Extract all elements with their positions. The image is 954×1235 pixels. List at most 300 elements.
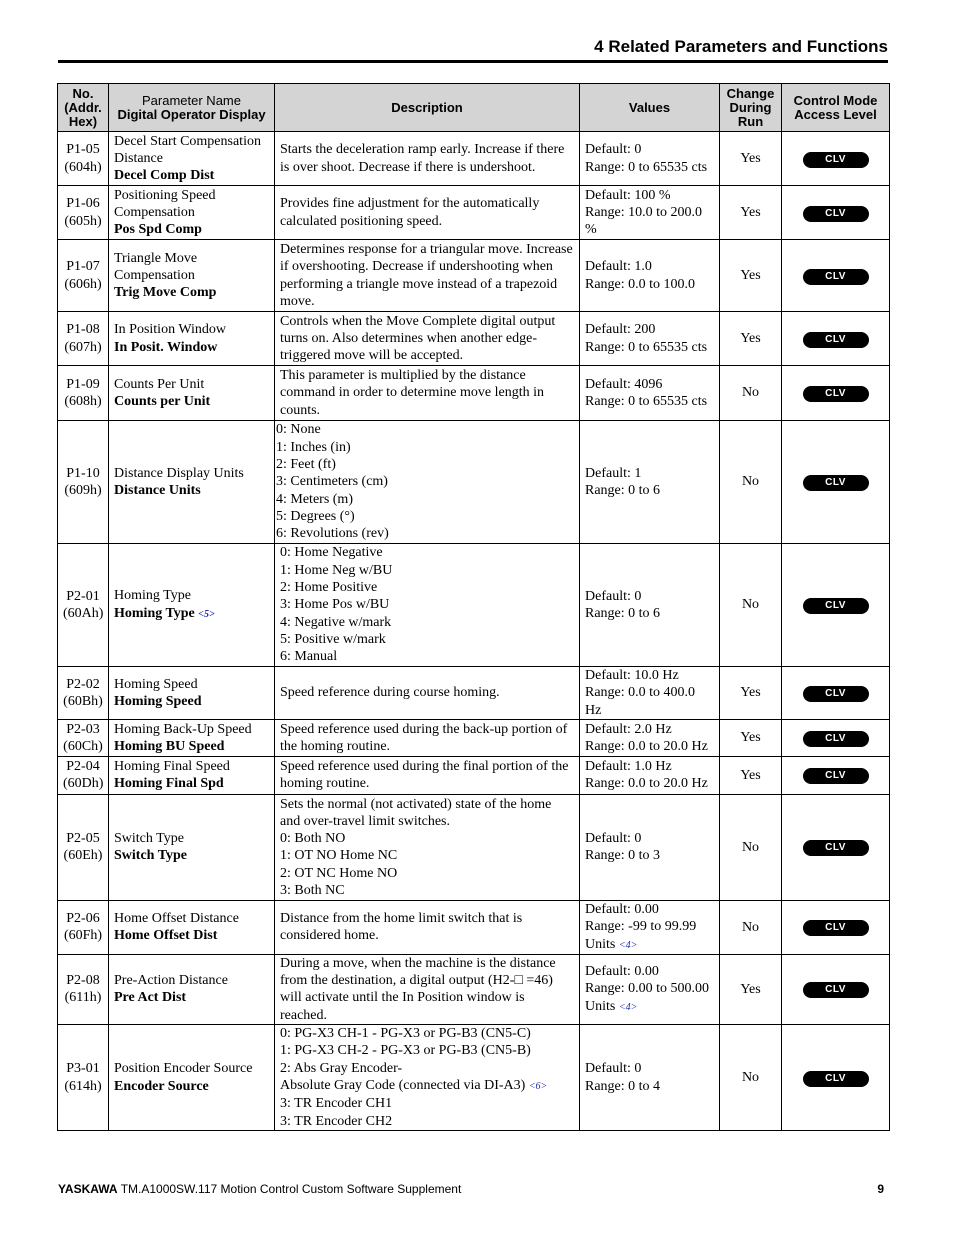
col-header-name-bottom: Digital Operator Display <box>117 106 266 122</box>
param-description-cell <box>275 719 580 756</box>
param-name-line: Home Offset Distance <box>114 911 239 927</box>
param-address: (608h) <box>64 394 102 409</box>
description-line <box>280 1060 574 1077</box>
change-during-run-cell: Yes <box>720 312 782 366</box>
value-line <box>585 775 714 792</box>
description-text: 1: PG-X3 CH-2 - PG-X3 or PG-B3 (CN5-B) <box>280 1043 531 1059</box>
description-line <box>276 456 574 473</box>
param-number: P1-05 <box>66 142 100 158</box>
operator-display <box>114 393 269 410</box>
table-row <box>58 421 890 544</box>
operator-display-text: Homing Type <box>114 605 195 621</box>
description-text: Absolute Gray Code (connected via DI-A3) <box>280 1078 526 1094</box>
description-text: 5: Degrees (°) <box>276 508 355 524</box>
footer-brand: YASKAWA <box>58 1182 118 1196</box>
param-number-cell <box>58 1025 109 1131</box>
param-name-line: Homing Speed <box>114 676 198 692</box>
value-line <box>585 376 714 393</box>
param-number-cell <box>58 667 109 720</box>
clv-badge: CLV <box>803 269 869 285</box>
description-line <box>280 684 574 701</box>
description-text: 4: Meters (m) <box>276 491 353 507</box>
parameter-table <box>57 83 890 1131</box>
description-line <box>276 525 574 542</box>
param-address: (60Ah) <box>63 606 104 621</box>
change-during-run-cell: Yes <box>720 954 782 1024</box>
footnote-ref-link[interactable]: <4> <box>618 939 638 951</box>
param-name-cell <box>109 756 275 794</box>
value-text: Range: 0 to 65535 cts <box>585 339 708 355</box>
description-line <box>280 1042 574 1059</box>
value-line <box>585 276 714 293</box>
col-header-control-line: Control Mode <box>793 92 878 108</box>
description-line <box>280 313 574 365</box>
description-text: This parameter is multiplied by the distance command in order to determine move length in counts. <box>280 368 544 418</box>
param-address: (611h) <box>64 990 102 1006</box>
param-name-line: Position Encoder Source <box>114 1061 253 1077</box>
operator-display-text: Pre Act Dist <box>114 990 187 1006</box>
description-line <box>280 1095 574 1112</box>
value-text: Default: 0.00 <box>585 964 659 980</box>
control-mode-cell <box>782 794 890 900</box>
change-during-run-cell: Yes <box>720 719 782 756</box>
param-values-cell <box>580 312 720 366</box>
param-description-cell <box>275 240 580 312</box>
control-mode-cell <box>782 667 890 720</box>
operator-display-text: In Posit. Window <box>114 339 218 355</box>
table-row <box>58 312 890 366</box>
change-during-run-cell: Yes <box>720 240 782 312</box>
param-values-cell <box>580 954 720 1024</box>
param-number-cell <box>58 186 109 240</box>
operator-display <box>114 693 269 710</box>
description-text: Speed reference used during the back-up portion of the homing routine. <box>280 721 568 754</box>
description-text: Speed reference used during the final portion of the homing routine. <box>280 759 569 792</box>
description-text: 3: TR Encoder CH1 <box>280 1096 393 1112</box>
description-text: 0: Both NO <box>280 831 346 847</box>
col-header-change <box>720 84 782 132</box>
operator-display <box>114 482 269 499</box>
col-header-description: Description <box>275 84 580 132</box>
param-number: P2-06 <box>66 911 100 927</box>
table-row <box>58 667 890 720</box>
param-description-cell <box>275 186 580 240</box>
clv-badge: CLV <box>803 1071 869 1087</box>
value-line <box>585 339 714 356</box>
description-text: 5: Positive w/mark <box>280 631 386 647</box>
param-values-cell <box>580 900 720 954</box>
param-name-cell <box>109 667 275 720</box>
description-text: 1: Inches (in) <box>276 439 351 455</box>
description-line <box>280 579 574 596</box>
value-line <box>585 936 714 954</box>
param-values-cell <box>580 719 720 756</box>
value-text: Default: 2.0 Hz <box>585 721 672 737</box>
change-during-run-cell: No <box>720 1025 782 1131</box>
value-text: Range: 0.0 to 20.0 Hz <box>585 776 708 792</box>
change-during-run-cell: Yes <box>720 667 782 720</box>
value-line <box>585 918 714 935</box>
param-name-line: Counts Per Unit <box>114 376 205 392</box>
description-line <box>280 910 574 945</box>
operator-display-text: Pos Spd Comp <box>114 222 202 238</box>
control-mode-cell <box>782 186 890 240</box>
param-description-cell <box>275 756 580 794</box>
table-row <box>58 1025 890 1131</box>
param-address: (614h) <box>64 1078 102 1094</box>
value-text: Range: -99 to 99.99 <box>585 919 697 935</box>
value-text: Range: 0 to 3 <box>585 848 661 864</box>
operator-display-text: Encoder Source <box>114 1078 209 1094</box>
param-address: (607h) <box>64 339 102 355</box>
clv-badge: CLV <box>803 920 869 936</box>
param-description-cell <box>275 1025 580 1131</box>
change-during-run-cell: No <box>720 794 782 900</box>
param-number-cell <box>58 794 109 900</box>
description-line <box>280 865 574 882</box>
table-header-row <box>58 84 890 132</box>
clv-badge: CLV <box>803 731 869 747</box>
description-text: Determines response for a triangular move. Increase if overshooting. Decrease if undershooting when performing a triangle move instead of a trapezoid move. <box>280 241 573 309</box>
param-name-line: Homing Final Speed <box>114 759 230 775</box>
col-header-control-mode <box>782 84 890 132</box>
col-header-no-line: Hex) <box>68 113 98 129</box>
table-row <box>58 240 890 312</box>
param-address: (60Eh) <box>63 848 103 864</box>
table-row <box>58 132 890 186</box>
param-number-cell <box>58 954 109 1024</box>
clv-badge: CLV <box>803 982 869 998</box>
param-number-cell <box>58 544 109 667</box>
operator-display-text: Homing Final Spd <box>114 776 224 792</box>
value-text: Default: 0 <box>585 831 642 847</box>
value-text: Default: 0 <box>585 588 642 604</box>
control-mode-cell <box>782 312 890 366</box>
param-number: P1-10 <box>66 465 100 481</box>
operator-display-text: Homing BU Speed <box>114 738 225 754</box>
col-header-change-line: Run <box>737 113 764 129</box>
param-description-cell <box>275 667 580 720</box>
value-text: Default: 0 <box>585 1061 642 1077</box>
param-name-line: Compensation <box>114 204 195 220</box>
description-line <box>280 721 574 756</box>
param-name-cell <box>109 240 275 312</box>
description-text: 4: Negative w/mark <box>280 614 392 630</box>
param-number: P1-09 <box>66 376 100 392</box>
change-during-run-cell: Yes <box>720 186 782 240</box>
param-address: (606h) <box>64 276 102 292</box>
value-line <box>585 847 714 864</box>
value-text: Range: 10.0 to 200.0 % <box>585 204 703 238</box>
col-header-values: Values <box>580 84 720 132</box>
col-header-no-line: (Addr. <box>64 99 102 115</box>
param-name-cell <box>109 544 275 667</box>
value-text: Default: 4096 <box>585 376 663 392</box>
description-line <box>280 648 574 665</box>
clv-badge: CLV <box>803 332 869 348</box>
value-line <box>585 187 714 204</box>
clv-badge: CLV <box>803 475 869 491</box>
param-name-cell <box>109 366 275 421</box>
value-text: Range: 0 to 65535 cts <box>585 394 708 409</box>
param-number-cell <box>58 312 109 366</box>
description-text: 2: Feet (ft) <box>276 457 336 473</box>
operator-display-text: Trig Move Comp <box>114 285 217 301</box>
value-line <box>585 998 714 1016</box>
description-text: 1: OT NO Home NC <box>280 848 398 864</box>
param-values-cell <box>580 756 720 794</box>
param-name-line: Distance Display Units <box>114 465 244 481</box>
param-description-cell <box>275 366 580 421</box>
param-number: P1-07 <box>66 259 100 275</box>
value-line <box>585 1060 714 1077</box>
operator-display-text: Decel Comp Dist <box>114 168 215 184</box>
value-line <box>585 482 714 499</box>
change-during-run-cell: Yes <box>720 132 782 186</box>
param-number-cell <box>58 756 109 794</box>
clv-badge: CLV <box>803 598 869 614</box>
param-number-cell <box>58 240 109 312</box>
value-line <box>585 141 714 158</box>
description-text: 6: Manual <box>280 649 338 665</box>
description-line <box>276 473 574 490</box>
param-values-cell <box>580 186 720 240</box>
description-line <box>280 631 574 648</box>
param-name-line: Positioning Speed <box>114 187 216 203</box>
col-header-control-line: Access Level <box>794 106 877 122</box>
value-line <box>585 684 714 719</box>
description-line <box>280 195 574 230</box>
description-text: 3: Centimeters (cm) <box>276 474 388 490</box>
footnote-ref-link[interactable]: <5> <box>198 608 215 620</box>
control-mode-cell <box>782 719 890 756</box>
control-mode-cell <box>782 1025 890 1131</box>
param-description-cell <box>275 954 580 1024</box>
value-line <box>585 605 714 622</box>
param-values-cell <box>580 132 720 186</box>
change-during-run-cell: No <box>720 544 782 667</box>
param-description-cell <box>275 421 580 544</box>
control-mode-cell <box>782 544 890 667</box>
description-line <box>276 439 574 456</box>
param-number-cell <box>58 366 109 421</box>
operator-display-text: Counts per Unit <box>114 394 211 409</box>
value-text: Default: 10.0 Hz <box>585 668 679 683</box>
param-values-cell <box>580 240 720 312</box>
param-number: P1-08 <box>66 322 100 338</box>
value-text: Default: 100 % <box>585 187 671 203</box>
param-name-cell <box>109 132 275 186</box>
operator-display-text: Homing Speed <box>114 693 202 709</box>
value-line <box>585 258 714 275</box>
description-text: 6: Revolutions (rev) <box>276 526 389 542</box>
description-text: 2: Home Positive <box>280 580 378 596</box>
description-line <box>280 367 574 419</box>
value-text: Default: 0.00 <box>585 901 659 917</box>
value-line <box>585 738 714 755</box>
description-text: Sets the normal (not activated) state of the home and over-travel limit switches. <box>280 796 552 829</box>
value-text: Range: 0.00 to 500.00 <box>585 981 710 997</box>
col-header-name <box>109 84 275 132</box>
operator-display <box>114 847 269 864</box>
param-name-line: Pre-Action Distance <box>114 973 228 989</box>
param-description-cell <box>275 544 580 667</box>
param-number-cell <box>58 719 109 756</box>
operator-display-text: Home Offset Dist <box>114 928 218 944</box>
value-line <box>585 901 714 918</box>
description-text: 3: Home Pos w/BU <box>280 597 390 613</box>
param-name-line: Triangle Move <box>114 250 198 266</box>
description-line <box>280 882 574 899</box>
description-text: Starts the deceleration ramp early. Increase if there is over shoot. Decrease if there is undershoot. <box>280 142 565 175</box>
description-line <box>276 421 574 438</box>
value-line <box>585 667 714 684</box>
param-number: P3-01 <box>66 1061 100 1077</box>
param-number-cell <box>58 900 109 954</box>
control-mode-cell <box>782 756 890 794</box>
value-text: Default: 200 <box>585 322 656 338</box>
param-name-cell <box>109 1025 275 1131</box>
value-line <box>585 721 714 738</box>
value-line <box>585 321 714 338</box>
table-row <box>58 366 890 421</box>
clv-badge: CLV <box>803 152 869 168</box>
table-row <box>58 719 890 756</box>
page-title: 4 Related Parameters and Functions <box>594 37 888 56</box>
col-header-no <box>58 84 109 132</box>
param-address: (60Ch) <box>63 738 103 754</box>
param-description-cell <box>275 312 580 366</box>
param-address: (609h) <box>64 483 102 498</box>
control-mode-cell <box>782 421 890 544</box>
description-line <box>280 1025 574 1042</box>
param-number-cell <box>58 132 109 186</box>
value-text: Range: 0.0 to 20.0 Hz <box>585 738 708 754</box>
description-line <box>276 508 574 525</box>
param-number: P2-02 <box>66 676 100 692</box>
param-number: P2-08 <box>66 973 100 989</box>
col-header-no-line: No. <box>72 85 94 101</box>
control-mode-cell <box>782 132 890 186</box>
description-line <box>280 796 574 831</box>
param-description-cell <box>275 794 580 900</box>
description-text: Speed reference during course homing. <box>280 685 500 701</box>
description-text: 0: PG-X3 CH-1 - PG-X3 or PG-B3 (CN5-C) <box>280 1026 531 1042</box>
operator-display <box>114 927 269 944</box>
description-text: Controls when the Move Complete digital output turns on. Also determines when another edge-triggered move will be accepted. <box>280 313 556 364</box>
value-text: Range: 0.0 to 100.0 <box>585 276 696 292</box>
clv-badge: CLV <box>803 206 869 222</box>
param-name-cell <box>109 186 275 240</box>
param-values-cell <box>580 667 720 720</box>
param-name-cell <box>109 954 275 1024</box>
description-text: 2: Abs Gray Encoder- <box>280 1060 403 1076</box>
value-line <box>585 980 714 997</box>
param-number-cell <box>58 421 109 544</box>
param-name-line: Homing Back-Up Speed <box>114 721 252 737</box>
value-text: Range: 0 to 4 <box>585 1078 661 1094</box>
clv-badge: CLV <box>803 686 869 702</box>
value-text: Range: 0 to 6 <box>585 606 661 621</box>
description-line <box>280 241 574 310</box>
param-number: P2-01 <box>66 588 100 604</box>
param-values-cell <box>580 794 720 900</box>
page-footer <box>58 1182 884 1198</box>
param-address: (60Dh) <box>63 776 104 792</box>
value-line <box>585 830 714 847</box>
value-line <box>585 588 714 605</box>
description-text: 2: OT NC Home NO <box>280 865 398 881</box>
change-during-run-cell: No <box>720 366 782 421</box>
operator-display <box>114 221 269 238</box>
change-during-run-cell: No <box>720 900 782 954</box>
footnote-ref-link[interactable]: <6> <box>528 1081 548 1093</box>
description-line <box>280 1077 574 1095</box>
change-during-run-cell: No <box>720 421 782 544</box>
param-description-cell <box>275 132 580 186</box>
operator-display-text: Switch Type <box>114 848 187 864</box>
operator-display <box>114 284 269 301</box>
description-line <box>280 830 574 847</box>
footnote-ref-link[interactable]: <4> <box>618 1001 638 1013</box>
param-values-cell <box>580 1025 720 1131</box>
page-header <box>58 36 888 63</box>
description-line <box>280 758 574 793</box>
control-mode-cell <box>782 954 890 1024</box>
table-row <box>58 794 890 900</box>
table-row <box>58 756 890 794</box>
operator-display <box>114 339 269 356</box>
value-text: Range: 0 to 6 <box>585 483 661 498</box>
param-name-cell <box>109 312 275 366</box>
param-name-line: Compensation <box>114 267 195 283</box>
description-text: 0: Home Negative <box>280 545 383 561</box>
description-text: During a move, when the machine is the distance from the destination, a digital output (H2-□ =46) will activate until the In Position window is reached. <box>280 955 556 1023</box>
clv-badge: CLV <box>803 768 869 784</box>
description-text: 3: TR Encoder CH2 <box>280 1113 393 1129</box>
value-text: Default: 1 <box>585 465 642 481</box>
description-line <box>280 596 574 613</box>
param-values-cell <box>580 421 720 544</box>
value-text: Default: 0 <box>585 142 642 158</box>
value-text: Default: 1.0 Hz <box>585 759 672 775</box>
operator-display <box>114 738 269 755</box>
description-text: 1: Home Neg w/BU <box>280 562 393 578</box>
value-text: Range: 0 to 65535 cts <box>585 159 708 175</box>
param-description-cell <box>275 900 580 954</box>
param-number: P1-06 <box>66 196 100 212</box>
table-row <box>58 900 890 954</box>
param-address: (604h) <box>64 159 102 175</box>
change-during-run-cell: Yes <box>720 756 782 794</box>
param-address: (605h) <box>64 213 102 229</box>
operator-display-text: Distance Units <box>114 483 201 498</box>
param-name-line: Switch Type <box>114 831 184 847</box>
operator-display <box>114 775 269 792</box>
col-header-name-top: Parameter Name <box>142 92 241 108</box>
clv-badge: CLV <box>803 386 869 402</box>
param-name-line: Homing Type <box>114 588 191 604</box>
param-name-cell <box>109 421 275 544</box>
control-mode-cell <box>782 900 890 954</box>
description-line <box>280 544 574 561</box>
footer-doc-title: TM.A1000SW.117 Motion Control Custom Software Supplement <box>117 1182 462 1196</box>
param-name-line: Distance <box>114 150 163 166</box>
param-address: (60Bh) <box>63 693 103 709</box>
table-row <box>58 186 890 240</box>
value-text: Range: 0.0 to 400.0 Hz <box>585 685 696 718</box>
description-line <box>276 491 574 508</box>
